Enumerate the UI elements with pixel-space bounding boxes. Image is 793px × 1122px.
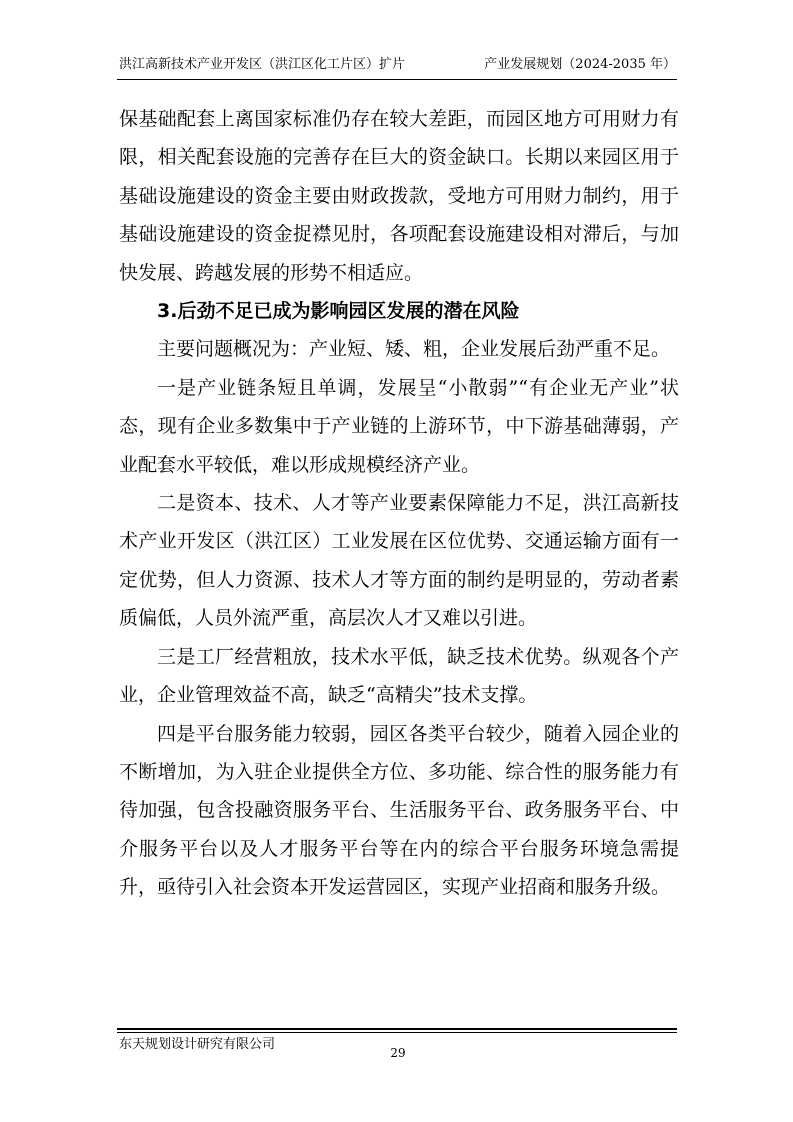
page-number: 29: [390, 1046, 406, 1060]
footer-company: 东天规划设计研究有限公司: [119, 1037, 276, 1052]
paragraph-point-3: 三是工厂经营粗放，技术水平低，缺乏技术优势。纵观各个产业，企业管理效益不高，缺乏“高精尖”技术支撑。: [119, 645, 679, 707]
header-divider: [117, 79, 677, 80]
paragraph-summary: 主要问题概况为：产业短、矮、粗，企业发展后劲严重不足。: [157, 338, 671, 361]
paragraph-point-1: 一是产业链条短且单调，发展呈“小散弱”“有企业无产业”状态，现有企业多数集中于产业链的上游环节，中下游基础薄弱，产业配套水平较低，难以形成规模经济产业。: [119, 376, 679, 476]
footer-divider-thick: [117, 1028, 677, 1030]
page-header: [119, 55, 676, 75]
footer-divider-thin: [117, 1032, 677, 1033]
paragraph-point-4: 四是平台服务能力较弱，园区各类平台较少，随着入园企业的不断增加，为入驻企业提供全方位、多功能、综合性的服务能力有待加强，包含投融资服务平台、生活服务平台、政务服务平台、中介服务平台以及人才服务平台等在内的综合平台服务环境急需提升，亟待引入社会资本开发运营园区，实现产业招商和服务升级。: [119, 722, 679, 899]
main-content: [119, 100, 679, 907]
header-plan-title: 产业发展规划（2024-2035 年）: [484, 57, 676, 72]
paragraph-point-2: 二是资本、技术、人才等产业要素保障能力不足，洪江高新技术产业开发区（洪江区）工业发展在区位优势、交通运输方面有一定优势，但人力资源、技术人才等方面的制约是明显的，劳动者素质偏低，人员外流严重，高层次人才又难以引进。: [119, 492, 679, 630]
section-heading: 3.后劲不足已成为影响园区发展的潜在风险: [157, 300, 520, 323]
paragraph-continued: 保基础配套上离国家标准仍存在较大差距，而园区地方可用财力有限，相关配套设施的完善存在巨大的资金缺口。长期以来园区用于基础设施建设的资金主要由财政拨款，受地方可用财力制约，用于基础设施建设的资金捉襟见肘，各项配套设施建设相对滞后，与加快发展、跨越发展的形势不相适应。: [119, 108, 679, 284]
header-document-title: 洪江高新技术产业开发区（洪江区化工片区）扩片: [119, 57, 406, 72]
